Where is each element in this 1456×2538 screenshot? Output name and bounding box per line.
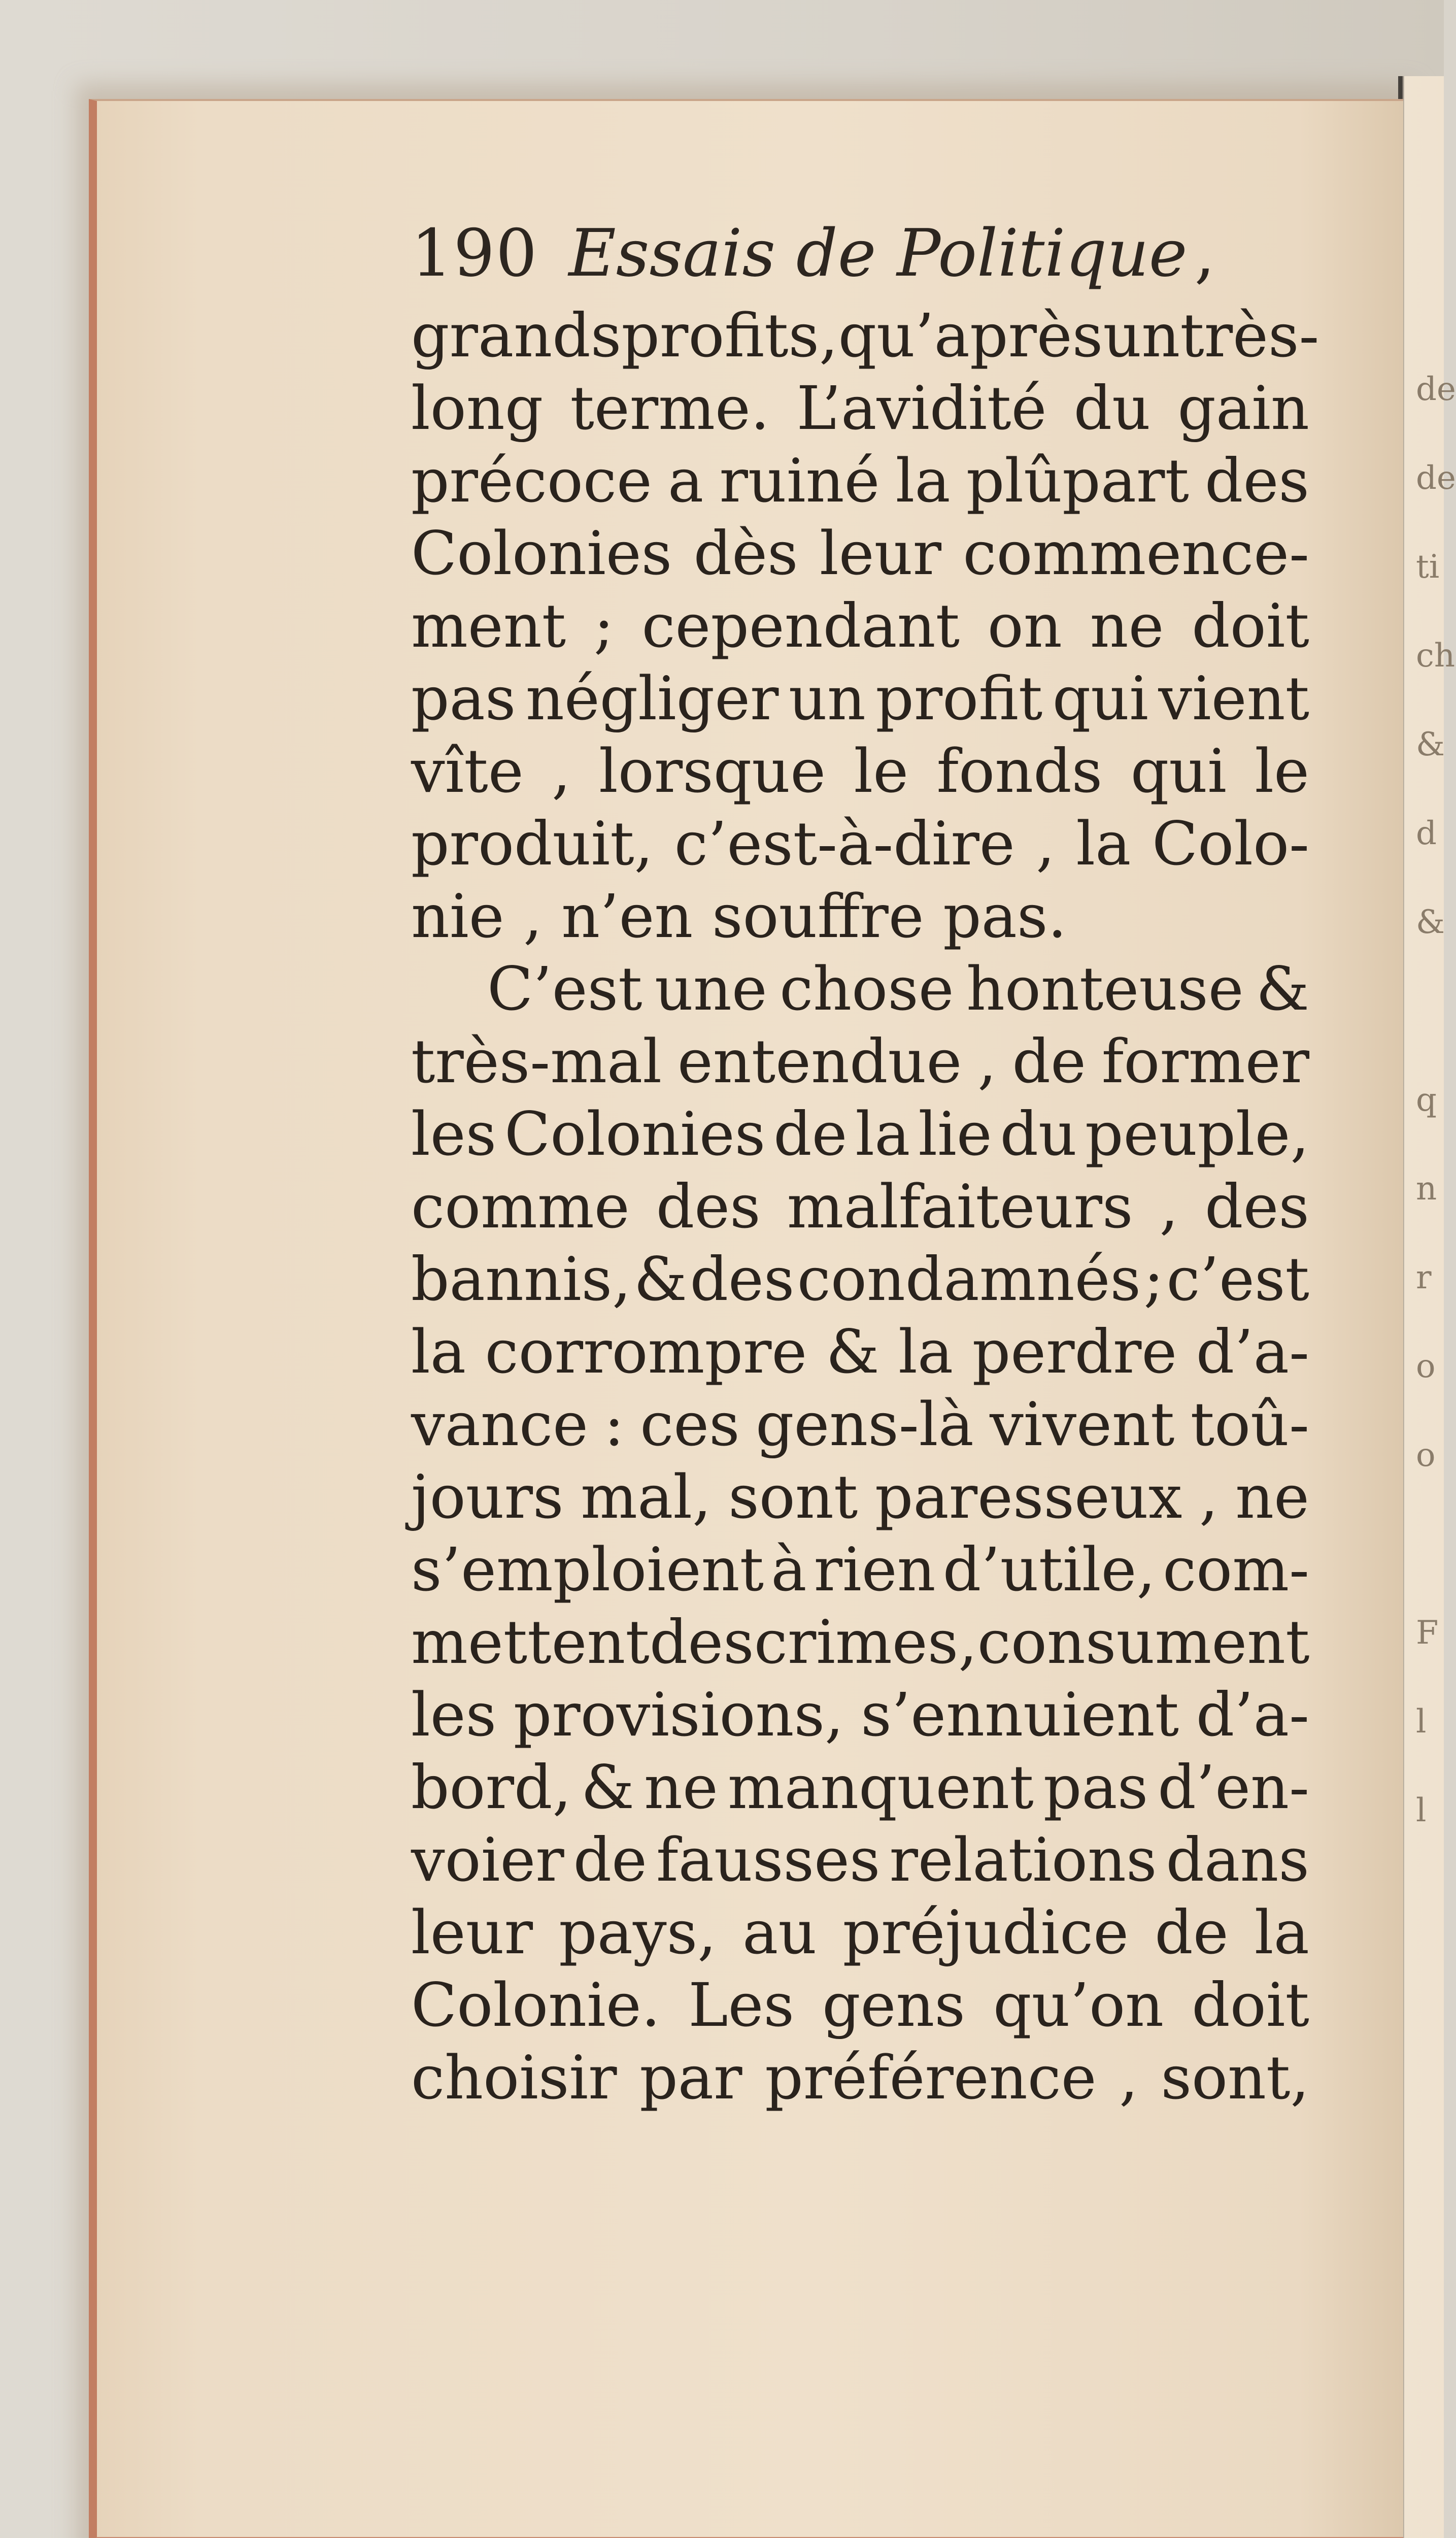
facing-page-fragment (1416, 967, 1444, 1056)
facing-page-fragment: ch (1416, 637, 1455, 675)
facing-page-fragment: d (1416, 815, 1437, 852)
text-line: grands profits, qu’après un très- (411, 300, 1319, 371)
facing-page-fragment: de (1416, 459, 1456, 497)
facing-page-fragment: o (1416, 1437, 1436, 1474)
facing-page-fragment: de (1416, 371, 1456, 408)
text-line: long terme. L’avidité du gain (411, 373, 1309, 443)
text-line: leur pays, au préjudice de la (411, 1897, 1309, 1967)
text-line: les Colonies de la lie du peuple, (411, 1099, 1309, 1169)
text-line: les provisions, s’ennuient d’a- (411, 1680, 1309, 1750)
text-line: la corrompre & la perdre d’a- (411, 1317, 1309, 1387)
text-line: nie , n’en souffre pas. (411, 881, 1067, 951)
text-line: pas négliger un profit qui vient (411, 663, 1309, 733)
running-title-punctuation: , (1194, 216, 1215, 291)
facing-page-fragment: l (1416, 1703, 1427, 1741)
text-line: C’est une chose honteuse & (487, 954, 1309, 1024)
facing-page-fragment: & (1416, 726, 1445, 763)
text-line: comme des malfaiteurs , des (411, 1172, 1309, 1242)
text-line: bord, & ne manquent pas d’en- (411, 1752, 1309, 1822)
facing-page-fragment: q (1416, 1081, 1437, 1119)
text-line: produit, c’est-à-dire , la Colo- (411, 809, 1309, 879)
text-line: précoce a ruiné la plûpart des (411, 446, 1309, 516)
text-line: mettent des crimes, consument (411, 1607, 1310, 1677)
running-title: Essais de Politique (568, 216, 1188, 291)
facing-page-fragment: o (1416, 1348, 1436, 1385)
text-line: jours mal, sont paresseux , ne (411, 1462, 1309, 1532)
text-line: Colonie. Les gens qu’on doit (411, 1970, 1309, 2040)
facing-page-fragment: r (1416, 1259, 1432, 1296)
text-line: vîte , lorsque le fonds qui le (411, 736, 1309, 806)
facing-page-fragment: F (1416, 1614, 1439, 1652)
facing-page-text-fragments (1416, 345, 1456, 1829)
text-line: choisir par préférence , sont, (411, 2043, 1309, 2113)
text-line: très-mal entendue , de former (411, 1026, 1309, 1096)
running-header (411, 216, 1274, 292)
facing-page-fragment: ti (1416, 548, 1440, 586)
body-text (411, 299, 1319, 2114)
text-line: voier de fausses relations dans (411, 1825, 1309, 1895)
facing-page-fragment (1416, 1500, 1444, 1589)
text-line: bannis, & des condamnés ; c’est (411, 1244, 1309, 1314)
facing-page-fragment: l (1416, 1792, 1427, 1829)
text-line: ment ; cependant on ne doit (411, 591, 1309, 661)
text-line: Colonies dès leur commence- (411, 518, 1309, 588)
facing-page-fragment: & (1416, 904, 1445, 941)
page-number: 190 (411, 216, 538, 291)
text-line: vance : ces gens-là vivent toû- (411, 1389, 1309, 1459)
facing-page-fragment: n (1416, 1170, 1437, 1208)
text-line: s’emploient à rien d’utile, com- (411, 1534, 1309, 1605)
